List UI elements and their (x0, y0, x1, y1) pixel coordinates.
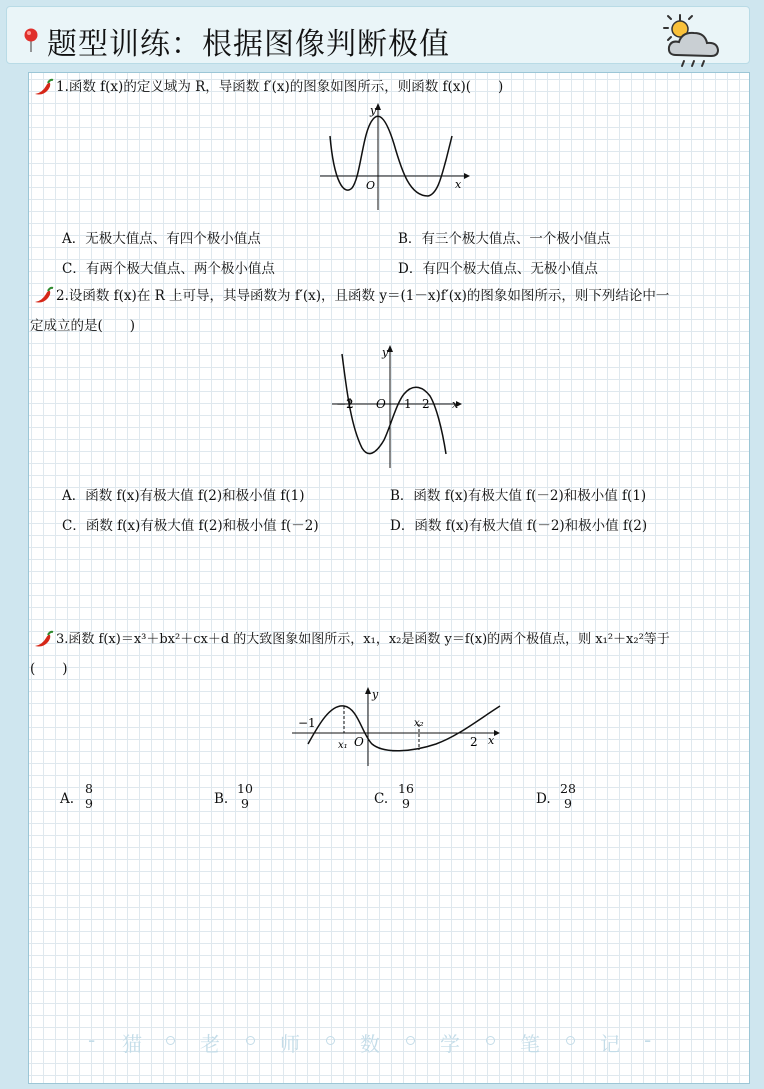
header-banner (6, 6, 750, 64)
worksheet-paper (28, 72, 750, 1084)
footer-dot (326, 1036, 335, 1045)
footer-char: 师 (280, 1032, 300, 1056)
q3-option-d-numerator: 28 (560, 781, 576, 796)
q3-stem-line1: 3.函数 f(x)＝x³＋bx²＋cx＋d 的大致图象如图所示，x₁，x₂是函数 y＝f(x)的两个极值点，则 x₁²＋x₂²等于 (56, 632, 670, 647)
footer-char: - (644, 1028, 652, 1052)
q2-label-2: 2 (422, 397, 430, 411)
q3-label-x1: x₁ (338, 740, 348, 751)
map-pin-icon (23, 27, 39, 53)
q1-derivative-graph (318, 100, 470, 212)
q3-option-a-denominator: 9 (85, 796, 93, 811)
q2-graph (328, 344, 464, 470)
q1-curve (330, 116, 452, 196)
q3-option-a-fraction (78, 781, 100, 811)
q1-stem: 1.函数 f(x)的定义域为 R，导函数 f′(x)的图象如图所示，则函数 f(x)( ) (56, 79, 504, 95)
q2-y-label: y (382, 346, 389, 359)
chili-icon (32, 78, 54, 98)
footer-dot (166, 1036, 175, 1045)
q2-label-minus2: −2 (336, 397, 354, 411)
page-title: 题型训练：根据图像判断极值 (47, 27, 450, 62)
q1-option-b[interactable]: B．有三个极大值点、一个极小值点 (398, 231, 611, 247)
footer-char: 记 (600, 1032, 620, 1056)
q1-origin-label: O (366, 179, 376, 192)
q1-option-a[interactable]: A．无极大值点、有四个极小值点 (62, 231, 261, 247)
q2-origin-label: O (376, 397, 386, 411)
q3-option-a-label: A. (60, 791, 75, 807)
footer-dot (566, 1036, 575, 1045)
q3-label-x2: x₂ (414, 718, 424, 729)
q2-option-b[interactable]: B．函数 f(x)有极大值 f(－2)和极小值 f(1) (390, 488, 647, 504)
q3-option-d-fraction (557, 781, 579, 811)
q2-x-label: x (452, 398, 459, 411)
sun-cloud-icon (662, 11, 732, 69)
q3-label-2: 2 (470, 735, 478, 749)
q1-option-d[interactable]: D．有四个极大值点、无极小值点 (398, 261, 598, 277)
q2-label-1: 1 (404, 397, 412, 411)
footer-char: 笔 (520, 1032, 540, 1056)
q3-y-label: y (372, 688, 379, 701)
footer-char: 猫 (122, 1032, 142, 1056)
q3-option-d-label: D. (536, 791, 551, 807)
q2-option-a[interactable]: A．函数 f(x)有极大值 f(2)和极小值 f(1) (62, 488, 305, 504)
q2-option-c[interactable]: C．函数 f(x)有极大值 f(2)和极小值 f(－2) (62, 518, 319, 534)
chili-icon (32, 630, 54, 650)
q2-stem-line2: 定成立的是( ) (30, 318, 136, 334)
q3-option-b-label: B. (214, 791, 229, 807)
q1-option-c[interactable]: C．有两个极大值点、两个极小值点 (62, 261, 275, 277)
footer-dot (486, 1036, 495, 1045)
footer-char: 学 (440, 1032, 460, 1056)
q3-x-label: x (488, 734, 495, 747)
q3-option-b-numerator: 10 (237, 781, 253, 796)
q1-y-label: y (370, 104, 377, 117)
footer-dot (406, 1036, 415, 1045)
q3-option-c-numerator: 16 (398, 781, 414, 796)
q3-option-c-denominator: 9 (402, 796, 410, 811)
q3-option-a-numerator: 8 (85, 781, 93, 796)
q3-label-minus1: −1 (298, 716, 316, 730)
chili-icon (32, 286, 54, 306)
q1-x-label: x (455, 178, 462, 191)
q3-option-d-denominator: 9 (564, 796, 572, 811)
q2-option-d[interactable]: D．函数 f(x)有极大值 f(－2)和极小值 f(2) (390, 518, 648, 534)
q2-stem-line1: 2.设函数 f(x)在 R 上可导，其导函数为 f′(x)，且函数 y＝(1－x)f′(x)的图象如图所示，则下列结论中一 (56, 288, 670, 304)
q3-stem-line2: ( ) (30, 661, 68, 677)
q3-option-c-fraction (395, 781, 417, 811)
footer-dot (246, 1036, 255, 1045)
q3-origin-label: O (354, 735, 364, 749)
q3-option-b-denominator: 9 (241, 796, 249, 811)
footer-char: 老 (200, 1032, 220, 1056)
footer-char: - (88, 1028, 96, 1052)
q3-option-c-label: C. (374, 791, 389, 807)
footer-char: 数 (360, 1032, 380, 1056)
q3-option-b-fraction (234, 781, 256, 811)
q3-graph (288, 686, 504, 770)
